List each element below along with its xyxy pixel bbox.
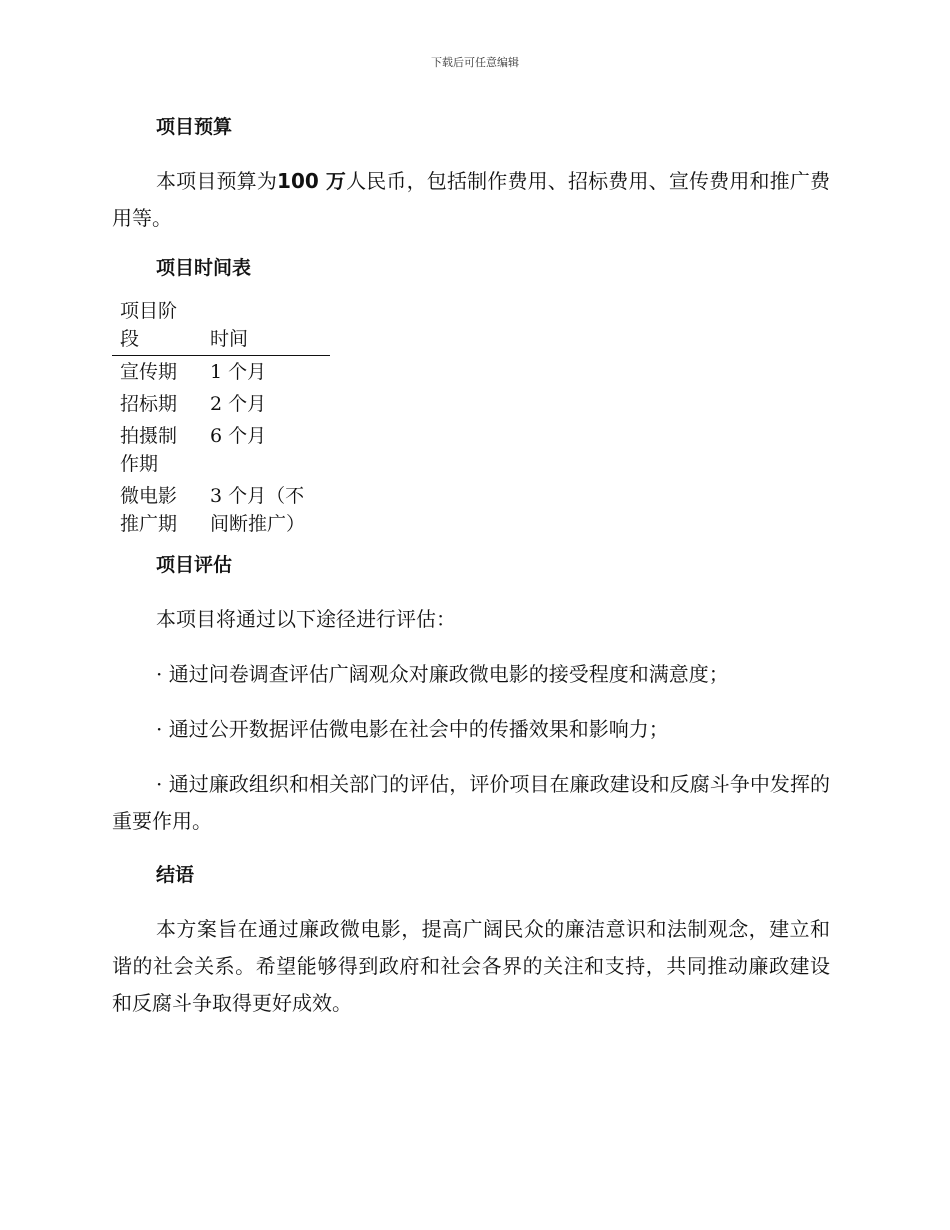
schedule-header-row	[112, 295, 330, 356]
budget-amount: 100 万	[277, 169, 347, 193]
time-cell: 1 个月	[210, 361, 267, 383]
header-note: 下载后可任意编辑	[431, 56, 519, 69]
column-header-phase: 项目阶段	[112, 295, 202, 356]
table-row	[112, 388, 330, 420]
column-header-time: 时间	[202, 295, 330, 356]
phase-cell: 微电影推广期	[120, 485, 178, 535]
budget-text-after: 人民币，包括制作费用、招标费用、宣传费用和推广费用等。	[112, 169, 831, 230]
time-cell: 2 个月	[210, 393, 267, 415]
conclusion-paragraph: 本方案旨在通过廉政微电影，提高广阔民众的廉洁意识和法制观念，建立和谐的社会关系。希望能够得到政府和社会各界的关注和支持，共同推动廉政建设和反腐斗争取得更好成效。	[112, 917, 830, 1015]
schedule-heading: 项目时间表	[156, 257, 252, 279]
document-body	[112, 110, 830, 1022]
evaluation-item: · 通过问卷调查评估广阔观众对廉政微电影的接受程度和满意度；	[156, 662, 729, 686]
budget-text-before: 本项目预算为	[156, 169, 278, 193]
table-row	[112, 480, 330, 540]
table-row	[112, 356, 330, 389]
phase-cell: 招标期	[120, 393, 178, 415]
phase-cell: 拍摄制作期	[120, 425, 178, 475]
evaluation-item: · 通过公开数据评估微电影在社会中的传播效果和影响力；	[156, 717, 669, 741]
evaluation-intro: 本项目将通过以下途径进行评估：	[156, 607, 456, 631]
schedule-table	[112, 295, 330, 540]
budget-heading: 项目预算	[156, 116, 233, 138]
evaluation-item: · 通过廉政组织和相关部门的评估，评价项目在廉政建设和反腐斗争中发挥的重要作用。	[112, 772, 830, 833]
time-cell: 3 个月（不间断推广）	[210, 485, 306, 535]
conclusion-heading: 结语	[156, 864, 195, 886]
budget-paragraph	[112, 163, 830, 237]
evaluation-heading: 项目评估	[156, 554, 233, 576]
time-cell: 6 个月	[210, 425, 267, 447]
table-row	[112, 420, 330, 480]
phase-cell: 宣传期	[120, 361, 178, 383]
